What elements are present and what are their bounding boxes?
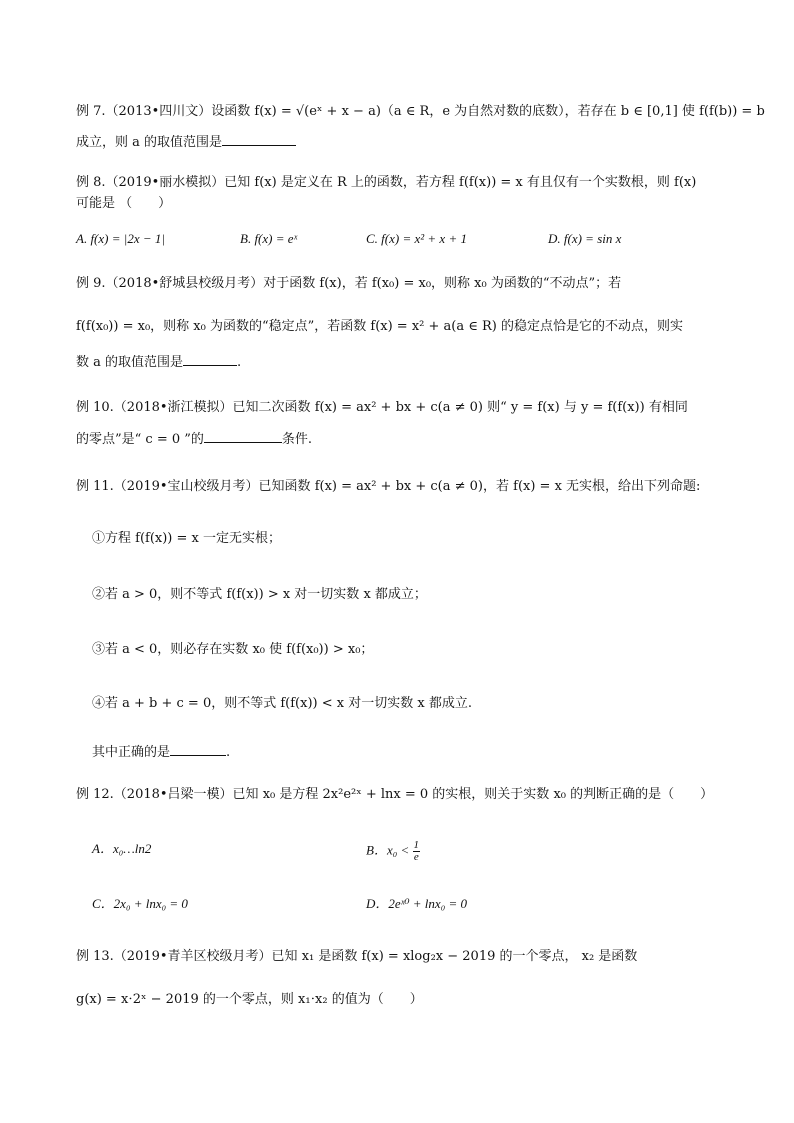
ex7-line1: 例 7.（2013•四川文）设函数 f(x) = √(eˣ + x − a)（a ∈ R，e 为自然对数的底数），若存在 b ∈ [0,1] 使 f(f(b)) = b [76, 104, 765, 119]
ex8-option-c: C. f(x) = x² + x + 1 [366, 231, 467, 246]
ex11-item-2: ②若 a > 0，则不等式 f(f(x)) > x 对一切实数 x 都成立； [92, 587, 427, 602]
ex9-line1: 例 9.（2018•舒城县校级月考）对于函数 f(x)，若 f(x₀) = x₀，则称 x₀ 为函数的“不动点”；若 [76, 276, 622, 291]
ex12-line1: 例 12.（2018•吕梁一模）已知 x₀ 是方程 2x²e²ˣ + lnx = 0 的实根，则关于实数 x₀ 的判断正确的是（ ） [76, 787, 714, 802]
ex11-answer: 其中正确的是 . [92, 745, 231, 760]
ex8-option-b: B. f(x) = eˣ [240, 231, 298, 246]
ex10-line2-end: 条件. [281, 432, 313, 447]
ex12-option-c: C．2x₀ + lnx₀ = 0 [92, 896, 188, 911]
answer-blank [183, 353, 237, 366]
fraction-denominator: e [413, 851, 419, 863]
ex10-line2 [76, 430, 312, 449]
ex7-line2 [76, 133, 296, 152]
ex12-option-b-text: B．x₀ < [366, 842, 410, 858]
answer-blank [170, 743, 226, 756]
ex13-line1: 例 13.（2019•青羊区校级月考）已知 x₁ 是函数 f(x) = xlog₂x − 2019 的一个零点， x₂ 是函数 [76, 949, 638, 964]
ex8-line1: 例 8.（2019•丽水模拟）已知 f(x) 是定义在 R 上的函数，若方程 f(f(x)) = x 有且仅有一个实数根，则 f(x) [76, 175, 697, 190]
ex11-item-4: ④若 a + b + c = 0，则不等式 f(f(x)) < x 对一切实数 x 都成立. [92, 696, 472, 711]
ex7-line2-text: 成立，则 a 的取值范围是 [76, 135, 223, 150]
ex8-option-a: A. f(x) = |2x − 1| [76, 231, 165, 246]
ex11-line1: 例 11.（2019•宝山校级月考）已知函数 f(x) = ax² + bx + c(a ≠ 0)，若 f(x) = x 无实根，给出下列命题: [76, 479, 701, 494]
ex10-line1: 例 10.（2018•浙江模拟）已知二次函数 f(x) = ax² + bx + c(a ≠ 0) 则“ y = f(x) 与 y = f(f(x)) 有相同 [76, 400, 688, 415]
ex8-line2: 可能是 （ ） [76, 196, 172, 211]
ex11-item-1: ①方程 f(f(x)) = x 一定无实根； [92, 531, 281, 546]
ex9-line3-text: 数 a 的取值范围是 [76, 355, 184, 370]
ex10-line2-text: 的零点”是“ c = 0 ”的 [76, 432, 204, 447]
ex8-option-d: D. f(x) = sin x [548, 231, 622, 246]
ex11-item-3: ③若 a < 0，则必存在实数 x₀ 使 f(f(x₀)) > x₀； [92, 642, 374, 657]
ex9-line3: 数 a 的取值范围是 . [76, 355, 242, 370]
ex12-option-a: A．x₀…ln2 [92, 841, 152, 856]
fraction [413, 840, 421, 863]
fraction-numerator: 1 [413, 839, 420, 851]
ex13-line2: g(x) = x⋅2ˣ − 2019 的一个零点，则 x₁⋅x₂ 的值为（ ） [76, 992, 423, 1007]
answer-blank [222, 133, 296, 146]
ex12-option-b [366, 840, 420, 863]
answer-blank [204, 430, 282, 443]
ex9-line2: f(f(x₀)) = x₀，则称 x₀ 为函数的“稳定点”，若函数 f(x) = x² + a(a ∈ R) 的稳定点恰是它的不动点，则实 [76, 319, 683, 334]
ex12-option-d: D．2eˣ⁰ + lnx₀ = 0 [366, 896, 467, 911]
ex11-answer-text: 其中正确的是 [92, 745, 171, 760]
